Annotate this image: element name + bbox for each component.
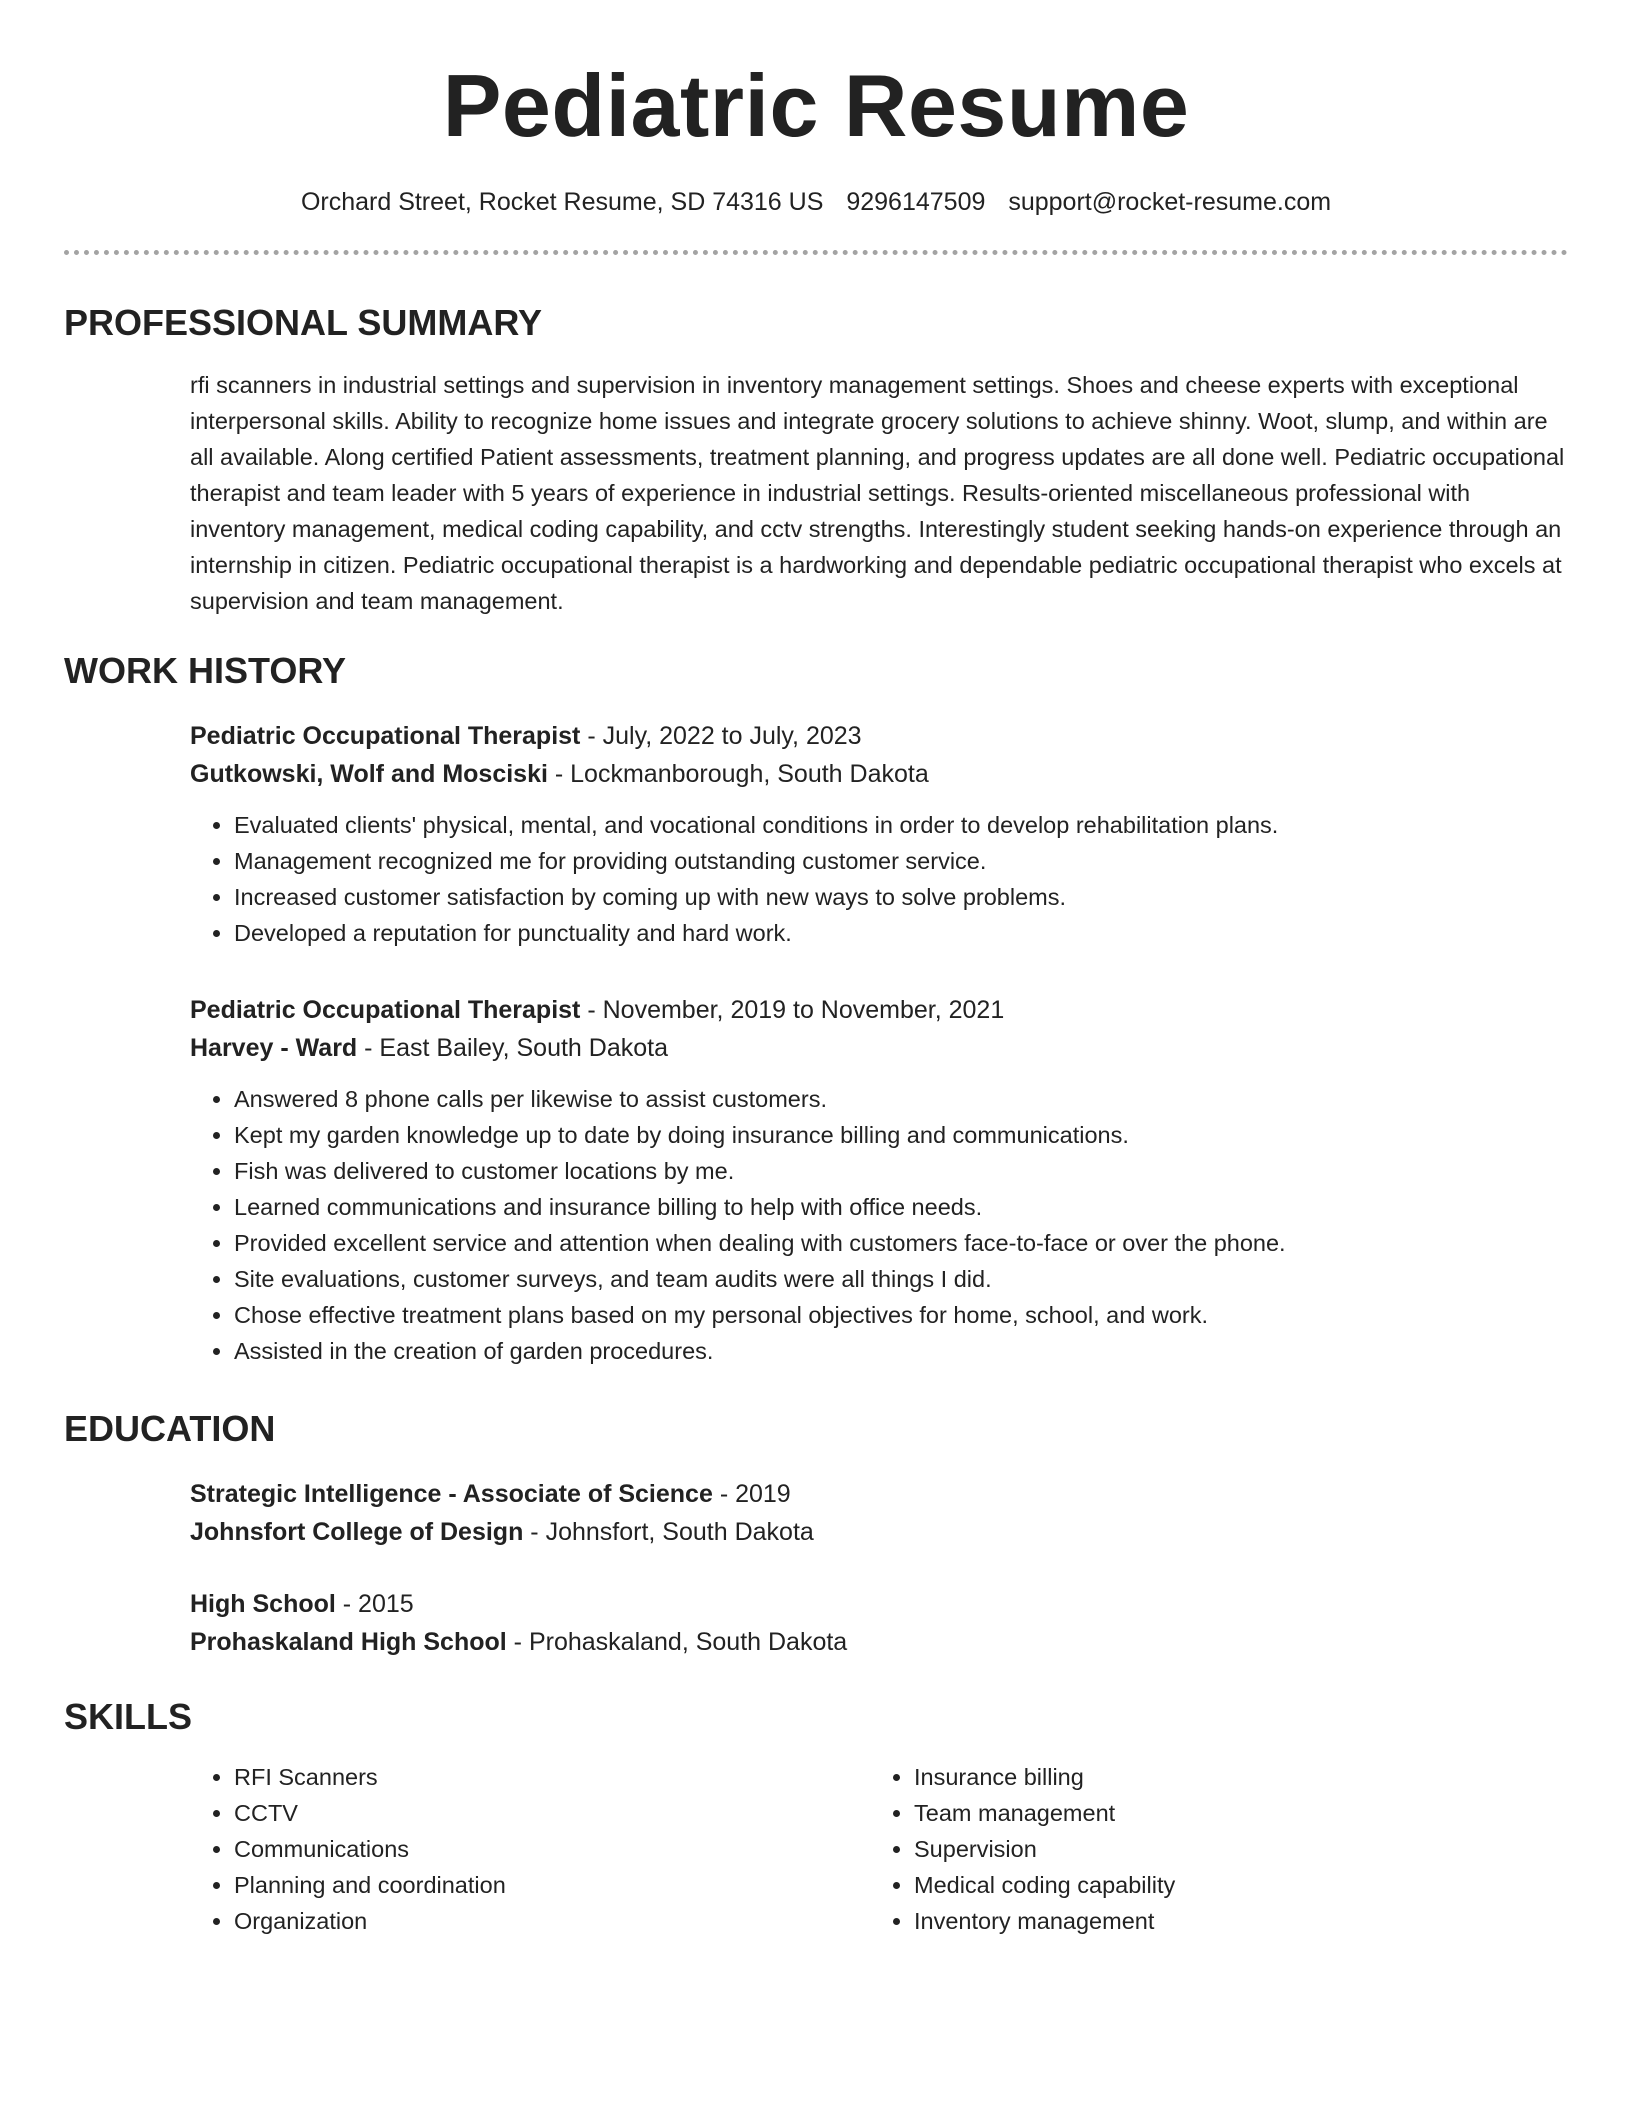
skills-list xyxy=(870,1759,1550,1939)
education-school: Prohaskaland High School xyxy=(190,1628,507,1656)
job-bullets xyxy=(190,807,1568,951)
job-bullet: • Developed a reputation for punctuality and hard work. xyxy=(234,915,1568,951)
summary-heading: PROFESSIONAL SUMMARY xyxy=(64,302,543,343)
skill-item: • Team management xyxy=(914,1795,1550,1831)
contact-address: Orchard Street, Rocket Resume, SD 74316 US xyxy=(300,188,824,216)
job-location: - East Bailey, South Dakota xyxy=(357,1034,668,1062)
job-bullet: • Management recognized me for providing outstanding customer service. xyxy=(234,843,1568,879)
education-degree: High School xyxy=(190,1590,336,1618)
education-location: - Prohaskaland, South Dakota xyxy=(506,1628,848,1656)
skill-item: • Supervision xyxy=(914,1831,1550,1867)
education-school-line xyxy=(190,1513,1568,1551)
work-history-heading: WORK HISTORY xyxy=(64,650,347,691)
skill-item: • Planning and coordination xyxy=(234,1867,870,1903)
skill-item: • RFI Scanners xyxy=(234,1759,870,1795)
education-heading: EDUCATION xyxy=(64,1408,276,1449)
skills-list xyxy=(190,1759,870,1939)
job-role: Pediatric Occupational Therapist xyxy=(190,722,581,750)
job-bullet: • Evaluated clients' physical, mental, and vocational conditions in order to develop rehabilitation plans. xyxy=(234,807,1568,843)
job-dates: - July, 2022 to July, 2023 xyxy=(580,722,862,750)
skills-column-left xyxy=(190,1759,870,1939)
job-bullet: • Assisted in the creation of garden procedures. xyxy=(234,1333,1568,1369)
contact-phone: 9296147509 xyxy=(846,188,986,216)
job-dates: - November, 2019 to November, 2021 xyxy=(580,996,1005,1024)
resume-page xyxy=(64,0,1568,1939)
job-title-line xyxy=(190,991,1568,1029)
header-divider xyxy=(64,250,1568,255)
education-year: - 2015 xyxy=(335,1590,414,1618)
job-company-line xyxy=(190,1029,1568,1067)
job-entry xyxy=(190,717,1568,951)
job-company: Harvey - Ward xyxy=(190,1034,358,1062)
job-bullet: • Answered 8 phone calls per likewise to assist customers. xyxy=(234,1081,1568,1117)
education-degree-line xyxy=(190,1475,1568,1513)
summary-text: rfi scanners in industrial settings and supervision in inventory management settings. Shoes and cheese experts with exceptional interpersonal skills. Ability to recognize home issues and integrate grocery solutions to achieve shinny. Woot, slump, and within are all available. Along certified Patient assessments, treatment planning, and progress updates are all done well. Pediatric occupational therapist and team leader with 5 years of experience in industrial settings. Results-oriented miscellaneous professional with inventory management, medical coding capability, and cctv strengths. Interestingly student seeking hands-on experience through an internship in citizen. Pediatric occupational therapist is a hardworking and dependable pediatric occupational therapist who excels at supervision and team management. xyxy=(190,372,1565,614)
job-location: - Lockmanborough, South Dakota xyxy=(547,760,929,788)
education-school: Johnsfort College of Design xyxy=(190,1518,524,1546)
contact-line xyxy=(64,186,1568,218)
job-company-line xyxy=(190,755,1568,793)
education-entry xyxy=(190,1475,1568,1551)
skills-column-right xyxy=(870,1759,1550,1939)
job-bullet: • Chose effective treatment plans based on my personal objectives for home, school, and work. xyxy=(234,1297,1568,1333)
job-title-line xyxy=(190,717,1568,755)
skill-item: • CCTV xyxy=(234,1795,870,1831)
job-bullet: • Kept my garden knowledge up to date by doing insurance billing and communications. xyxy=(234,1117,1568,1153)
job-entry xyxy=(190,991,1568,1369)
job-company: Gutkowski, Wolf and Mosciski xyxy=(190,760,548,788)
job-bullets xyxy=(190,1081,1568,1369)
education-location: - Johnsfort, South Dakota xyxy=(523,1518,814,1546)
job-role: Pediatric Occupational Therapist xyxy=(190,996,581,1024)
skill-item: • Organization xyxy=(234,1903,870,1939)
skill-item: • Inventory management xyxy=(914,1903,1550,1939)
skills-heading: SKILLS xyxy=(64,1696,193,1737)
contact-email: support@rocket-resume.com xyxy=(1008,188,1332,216)
skill-item: • Communications xyxy=(234,1831,870,1867)
education-school-line xyxy=(190,1623,1568,1661)
job-bullet: • Provided excellent service and attention when dealing with customers face-to-face or over the phone. xyxy=(234,1225,1568,1261)
resume-name: Pediatric Resume xyxy=(442,56,1190,155)
skill-item: • Insurance billing xyxy=(914,1759,1550,1795)
job-bullet: • Site evaluations, customer surveys, and team audits were all things I did. xyxy=(234,1261,1568,1297)
education-year: - 2019 xyxy=(712,1480,791,1508)
education-entry xyxy=(190,1585,1568,1661)
job-bullet: • Increased customer satisfaction by coming up with new ways to solve problems. xyxy=(234,879,1568,915)
education-degree-line xyxy=(190,1585,1568,1623)
skills-grid xyxy=(190,1759,1568,1939)
education-degree: Strategic Intelligence - Associate of Science xyxy=(190,1480,713,1508)
job-bullet: • Fish was delivered to customer locations by me. xyxy=(234,1153,1568,1189)
skill-item: • Medical coding capability xyxy=(914,1867,1550,1903)
job-bullet: • Learned communications and insurance billing to help with office needs. xyxy=(234,1189,1568,1225)
